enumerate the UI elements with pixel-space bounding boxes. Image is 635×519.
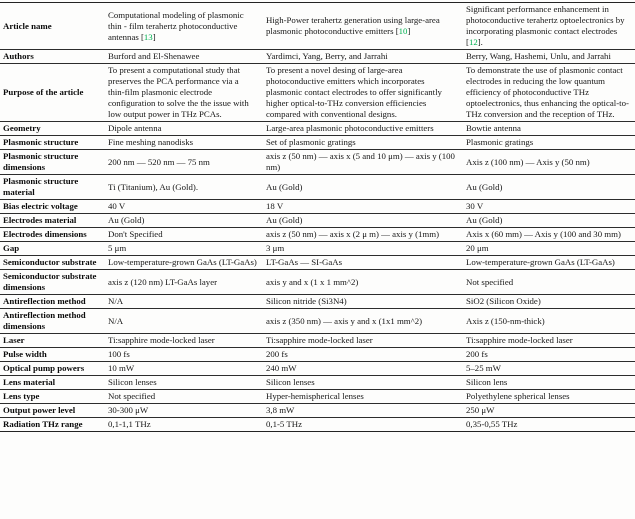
table-cell: Fine meshing nanodisks — [105, 136, 263, 150]
row-label: Bias electric voltage — [0, 200, 105, 214]
table-cell: To demonstrate the use of plasmonic contact electrodes in reducing the low quantum efficiency of photoconductive THz optoelectronics, thus enhancing the optical-to-THz conversion and the reception of THz. — [463, 64, 635, 122]
table-row — [0, 390, 635, 404]
table-cell: 0,1-1,1 THz — [105, 418, 263, 432]
row-label: Gap — [0, 242, 105, 256]
row-label: Plasmonic structure material — [0, 175, 105, 200]
table-cell: Not specified — [463, 270, 635, 295]
table-cell: Silicon nitride (Si3N4) — [263, 295, 463, 309]
table-cell: Plasmonic gratings — [463, 136, 635, 150]
table-cell: 3 μm — [263, 242, 463, 256]
table-row — [0, 404, 635, 418]
table-row — [0, 309, 635, 334]
table-cell: 30 V — [463, 200, 635, 214]
table-row — [0, 64, 635, 122]
table-row — [0, 175, 635, 200]
citation-link[interactable]: 10 — [398, 26, 408, 36]
row-label: Antireflection method dimensions — [0, 309, 105, 334]
table-row — [0, 122, 635, 136]
table-cell: 5 μm — [105, 242, 263, 256]
row-label: Semiconductor substrate — [0, 256, 105, 270]
table-cell: Burford and El-Shenawee — [105, 50, 263, 64]
table-row — [0, 376, 635, 390]
table-cell: Dipole antenna — [105, 122, 263, 136]
table-cell: 30-300 μW — [105, 404, 263, 418]
row-label: Article name — [3, 20, 52, 31]
row-label: Laser — [0, 334, 105, 348]
citation-link[interactable]: 12 — [468, 37, 478, 47]
table-cell: 200 nm — 520 nm — 75 nm — [105, 150, 263, 175]
table-cell: Low-temperature-grown GaAs (LT-GaAs) — [463, 256, 635, 270]
table-cell: Au (Gold) — [263, 175, 463, 200]
table-row — [0, 228, 635, 242]
table-row — [0, 362, 635, 376]
row-label: Geometry — [0, 122, 105, 136]
table-row — [0, 242, 635, 256]
table-cell: Ti:sapphire mode-locked laser — [263, 334, 463, 348]
table-cell: axis z (120 nm) LT-GaAs layer — [105, 270, 263, 295]
table-cell: axis y and x (1 x 1 mm^2) — [263, 270, 463, 295]
table-cell: Polyethylene spherical lenses — [463, 390, 635, 404]
table-cell: 3,8 mW — [263, 404, 463, 418]
table-row — [0, 50, 635, 64]
table-cell: Significant performance enhancement in photoconductive terahertz optoelectronics by incorporating plasmonic contact electrodes [12]. — [466, 4, 625, 47]
row-label: Semiconductor substrate dimensions — [0, 270, 105, 295]
table-cell: Axis x (60 mm) — Axis y (100 and 30 mm) — [463, 228, 635, 242]
table-cell: Silicon lens — [463, 376, 635, 390]
table-cell: 20 μm — [463, 242, 635, 256]
table-cell: Set of plasmonic gratings — [263, 136, 463, 150]
table-cell: Ti:sapphire mode-locked laser — [105, 334, 263, 348]
row-label: Purpose of the article — [0, 64, 105, 122]
articles-comparison-table — [0, 2, 635, 432]
table-cell: 0,35-0,55 THz — [463, 418, 635, 432]
table-cell: Au (Gold) — [105, 214, 263, 228]
table-cell: axis z (350 nm) — axis y and x (1x1 mm^2) — [263, 309, 463, 334]
table-cell: To present a novel desing of large-area photoconductive emitters which incorporates plasmonic contact electrodes to offer significantly higher optical-to-THz conversion efficiencies compared with conventional designs. — [263, 64, 463, 122]
table-cell: Large-area plasmonic photoconductive emitters — [263, 122, 463, 136]
table-row — [0, 200, 635, 214]
table-cell: 250 μW — [463, 404, 635, 418]
row-label: Authors — [0, 50, 105, 64]
row-label: Lens type — [0, 390, 105, 404]
table-cell: Computational modeling of plasmonic thin - film terahertz photoconductive antennas [13] — [108, 9, 244, 42]
table-cell: N/A — [105, 309, 263, 334]
table-cell: 200 fs — [463, 348, 635, 362]
table-cell: Not specified — [105, 390, 263, 404]
table-cell: 18 V — [263, 200, 463, 214]
row-label: Plasmonic structure — [0, 136, 105, 150]
table-row — [0, 136, 635, 150]
table-row — [0, 334, 635, 348]
table-cell: Bowtie antenna — [463, 122, 635, 136]
table-body — [0, 3, 635, 432]
table-row — [0, 270, 635, 295]
row-label: Lens material — [0, 376, 105, 390]
table-row — [0, 150, 635, 175]
table-cell: axis z (50 nm) — axis x (5 and 10 μm) — axis y (100 nm) — [263, 150, 463, 175]
table-cell: LT-GaAs — SI-GaAs — [263, 256, 463, 270]
row-label: Output power level — [0, 404, 105, 418]
table-row — [0, 295, 635, 309]
table-cell: Silicon lenses — [105, 376, 263, 390]
table-cell: 0,1-5 THz — [263, 418, 463, 432]
table-cell: Berry, Wang, Hashemi, Unlu, and Jarrahi — [463, 50, 635, 64]
table-cell: Axis z (150-nm-thick) — [463, 309, 635, 334]
table-cell: 200 fs — [263, 348, 463, 362]
table-cell: Au (Gold) — [263, 214, 463, 228]
row-label: Electrodes dimensions — [0, 228, 105, 242]
row-label: Plasmonic structure dimensions — [0, 150, 105, 175]
table-cell: axis z (50 nm) — axis x (2 μ m) — axis y (1mm) — [263, 228, 463, 242]
table-cell: Axis z (100 nm) — Axis y (50 nm) — [463, 150, 635, 175]
table-row — [0, 348, 635, 362]
table-cell: Hyper-hemispherical lenses — [263, 390, 463, 404]
table-cell: Ti:sapphire mode-locked laser — [463, 334, 635, 348]
table-cell: N/A — [105, 295, 263, 309]
table-cell: SiO2 (Silicon Oxide) — [463, 295, 635, 309]
row-label: Antireflection method — [0, 295, 105, 309]
table-cell: Au (Gold) — [463, 214, 635, 228]
table-cell: Au (Gold) — [463, 175, 635, 200]
table-row — [0, 214, 635, 228]
table-row — [0, 256, 635, 270]
table-cell: Silicon lenses — [263, 376, 463, 390]
table-row — [0, 418, 635, 432]
citation-link[interactable]: 13 — [143, 31, 153, 42]
table-cell: 100 fs — [105, 348, 263, 362]
table-cell: Low-temperature-grown GaAs (LT-GaAs) — [105, 256, 263, 270]
table-cell: 5–25 mW — [463, 362, 635, 376]
table-cell: Don't Specified — [105, 228, 263, 242]
table-cell: Yardimci, Yang, Berry, and Jarrahi — [263, 50, 463, 64]
table-cell: To present a computational study that preserves the PCA performance via a thin-film plasmonic electrode configuration to solve the the issue with low output power in THz PCAs. — [105, 64, 263, 122]
row-label: Radiation THz range — [0, 418, 105, 432]
table-row — [0, 3, 635, 50]
table-cell: Ti (Titanium), Au (Gold). — [105, 175, 263, 200]
table-cell: 10 mW — [105, 362, 263, 376]
table-cell: 240 mW — [263, 362, 463, 376]
row-label: Electrodes material — [0, 214, 105, 228]
row-label: Optical pump powers — [0, 362, 105, 376]
row-label: Pulse width — [0, 348, 105, 362]
table-cell: 40 V — [105, 200, 263, 214]
table-cell: High-Power terahertz generation using large-area plasmonic photoconductive emitters [10] — [266, 15, 440, 36]
